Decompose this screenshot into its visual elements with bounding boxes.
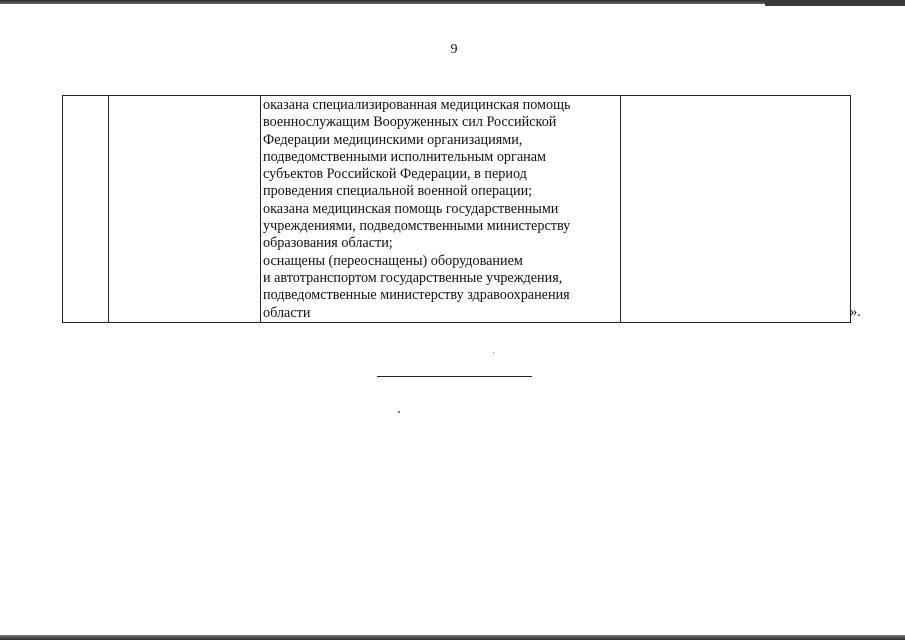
scan-edge-top-right (765, 0, 905, 6)
description-text (261, 96, 620, 322)
table-cell-description (261, 96, 621, 323)
table-cell-notes (621, 96, 851, 323)
description-line: военнослужащим Вооруженных сил Российской (263, 114, 557, 131)
description-line: подведомственными исполнительным органам (263, 148, 547, 165)
description-line: учреждениями, подведомственными министерству (263, 218, 571, 235)
closing-quote: ». (850, 304, 861, 320)
page-number: 9 (450, 42, 458, 57)
description-line: оснащены (переоснащены) оборудованием (263, 252, 523, 269)
description-line: Федерации медицинскими организациями, (263, 131, 523, 148)
description-line: образования области; (263, 235, 393, 252)
description-line: оказана специализированная медицинская помощь (263, 97, 571, 113)
table-row (63, 96, 851, 323)
end-of-document-rule (377, 376, 532, 377)
scan-speck (493, 352, 494, 353)
description-line: субъектов Российской Федерации, в период (263, 166, 527, 183)
description-line: проведения специальной военной операции; (263, 183, 533, 200)
description-line: подведомственные министерству здравоохранения (263, 287, 570, 304)
description-line: и автотранспортом государственные учреждения, (263, 269, 563, 286)
scan-speck (398, 411, 400, 413)
description-line: области (263, 304, 311, 321)
table-cell-name (109, 96, 261, 323)
document-table (62, 95, 851, 323)
scan-edge-bottom (0, 635, 905, 640)
table-cell-number (63, 96, 109, 323)
description-line: оказана медицинская помощь государственными (263, 200, 559, 217)
